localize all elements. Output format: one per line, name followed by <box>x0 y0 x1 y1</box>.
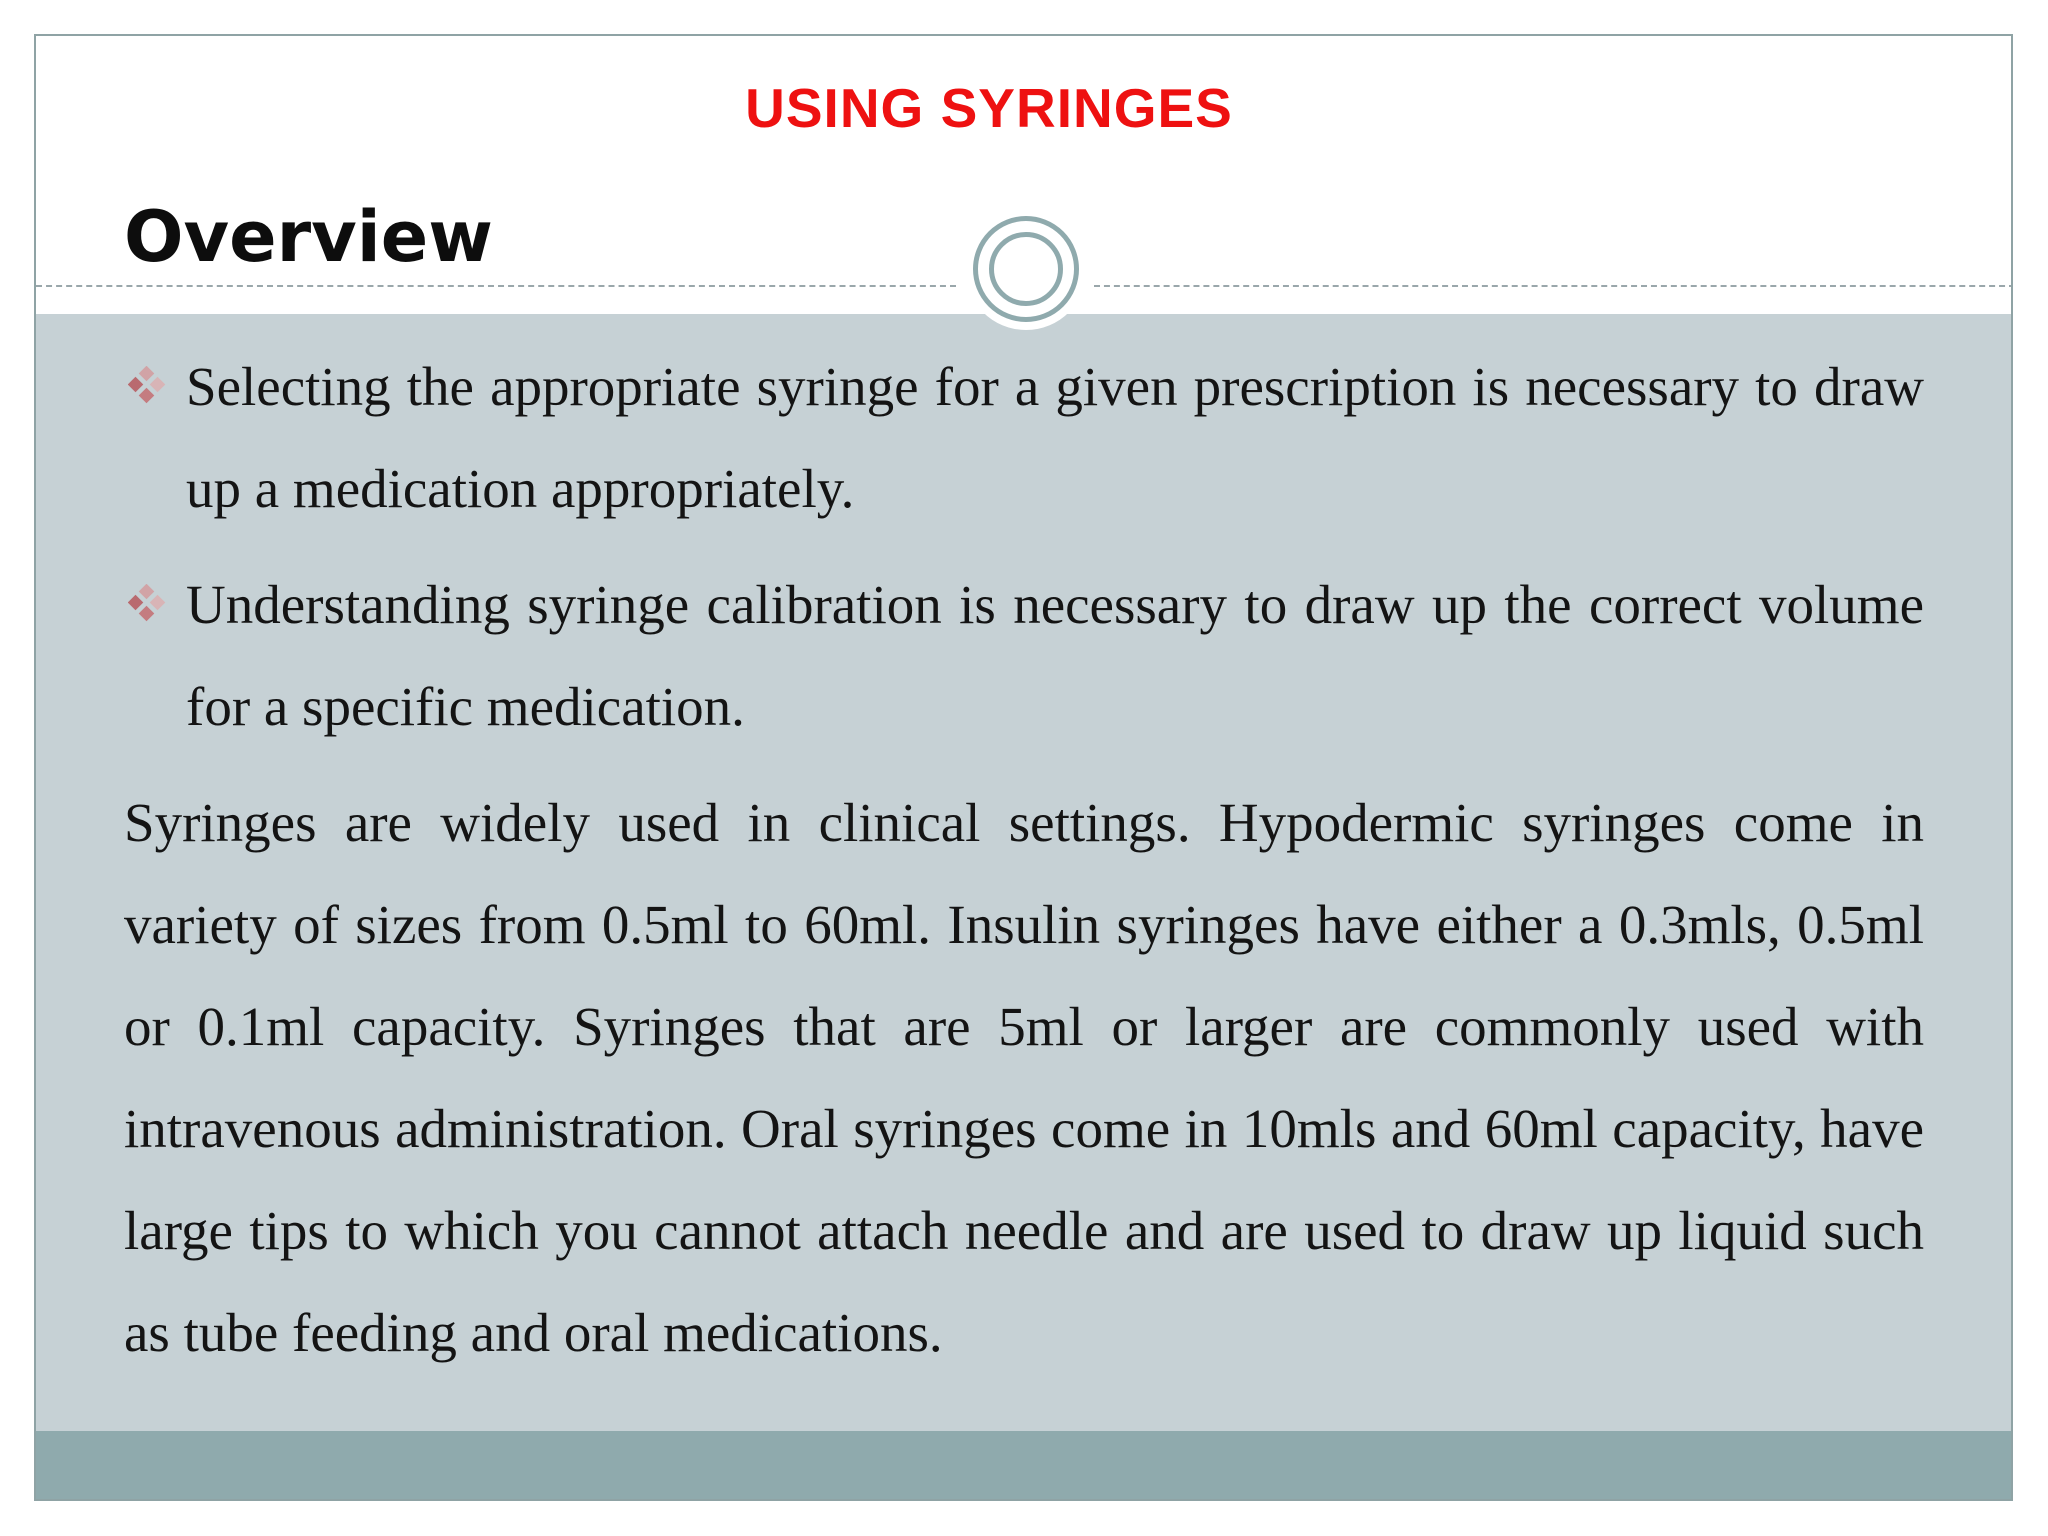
diamond-bullet-icon <box>128 584 166 622</box>
body-paragraph: Syringes are widely used in clinical settings. Hypodermic syringes come in variety of sizes from 0.5ml to 60ml. Insulin syringes have either a 0.3mls, 0.5ml or 0.1ml capacity. Syringes that are 5ml or larger are commonly used with intravenous administration. Oral syringes come in 10mls and 60ml capacity, have large tips to which you cannot attach needle and are used to draw up liquid such as tube feeding and oral medications. <box>124 792 1924 1363</box>
diamond-bullet-icon <box>128 366 166 404</box>
divider-left <box>36 285 956 287</box>
slide-content <box>124 336 1924 1384</box>
footer-band <box>36 1431 2011 1501</box>
bullet-text: Selecting the appropriate syringe for a given prescription is necessary to draw up a medication appropriately. <box>186 356 1924 519</box>
bullet-item <box>124 554 1924 758</box>
bullet-item <box>124 336 1924 540</box>
divider-right <box>1094 285 2013 287</box>
slide <box>34 34 2013 1501</box>
circle-ornament-icon <box>973 216 1079 322</box>
bullet-text: Understanding syringe calibration is necessary to draw up the correct volume for a specific medication. <box>186 574 1924 737</box>
circle-ornament-inner <box>989 232 1063 306</box>
slide-title: USING SYRINGES <box>745 77 1233 139</box>
section-heading: Overview <box>124 196 493 278</box>
